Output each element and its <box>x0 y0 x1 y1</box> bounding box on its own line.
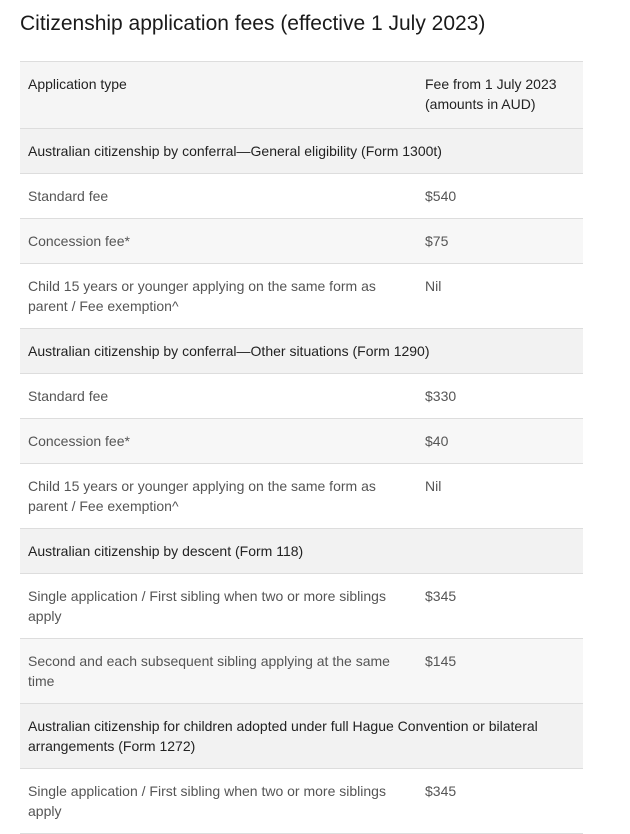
section-title: Australian citizenship by descent (Form 118) <box>20 529 583 574</box>
fee-cell: $330 <box>417 374 583 419</box>
table-header-row <box>20 62 583 129</box>
section-header-row <box>20 529 583 574</box>
fee-cell: $40 <box>417 419 583 464</box>
fee-cell: Nil <box>417 464 583 529</box>
table-row <box>20 174 583 219</box>
fee-cell: Nil <box>417 264 583 329</box>
section-title: Australian citizenship by conferral—General eligibility (Form 1300t) <box>20 129 583 174</box>
application-type-cell: Child 15 years or younger applying on the same form as parent / Fee exemption^ <box>20 264 417 329</box>
table-row <box>20 374 583 419</box>
section-title: Australian citizenship for children adopted under full Hague Convention or bilateral arrangements (Form 1272) <box>20 704 583 769</box>
application-type-cell: Child 15 years or younger applying on the same form as parent / Fee exemption^ <box>20 464 417 529</box>
table-row <box>20 769 583 834</box>
section-header-row <box>20 129 583 174</box>
column-header-fee: Fee from 1 July 2023 (amounts in AUD) <box>417 62 583 129</box>
table-row <box>20 639 583 704</box>
column-header-application-type: Application type <box>20 62 417 129</box>
fee-cell: $540 <box>417 174 583 219</box>
table-row <box>20 219 583 264</box>
fee-cell: $345 <box>417 574 583 639</box>
section-title: Australian citizenship by conferral—Other situations (Form 1290) <box>20 329 583 374</box>
fee-cell: $345 <box>417 769 583 834</box>
application-type-cell: Single application / First sibling when two or more siblings apply <box>20 769 417 834</box>
fees-table <box>20 61 583 834</box>
table-row <box>20 464 583 529</box>
application-type-cell: Second and each subsequent sibling applying at the same time <box>20 639 417 704</box>
application-type-cell: Standard fee <box>20 174 417 219</box>
table-row <box>20 419 583 464</box>
table-row <box>20 574 583 639</box>
fee-cell: $145 <box>417 639 583 704</box>
fee-cell: $75 <box>417 219 583 264</box>
application-type-cell: Standard fee <box>20 374 417 419</box>
section-header-row <box>20 704 583 769</box>
fees-table-body <box>20 129 583 834</box>
application-type-cell: Concession fee* <box>20 419 417 464</box>
section-header-row <box>20 329 583 374</box>
application-type-cell: Single application / First sibling when two or more siblings apply <box>20 574 417 639</box>
page-title: Citizenship application fees (effective 1 July 2023) <box>20 12 486 35</box>
table-row <box>20 264 583 329</box>
application-type-cell: Concession fee* <box>20 219 417 264</box>
